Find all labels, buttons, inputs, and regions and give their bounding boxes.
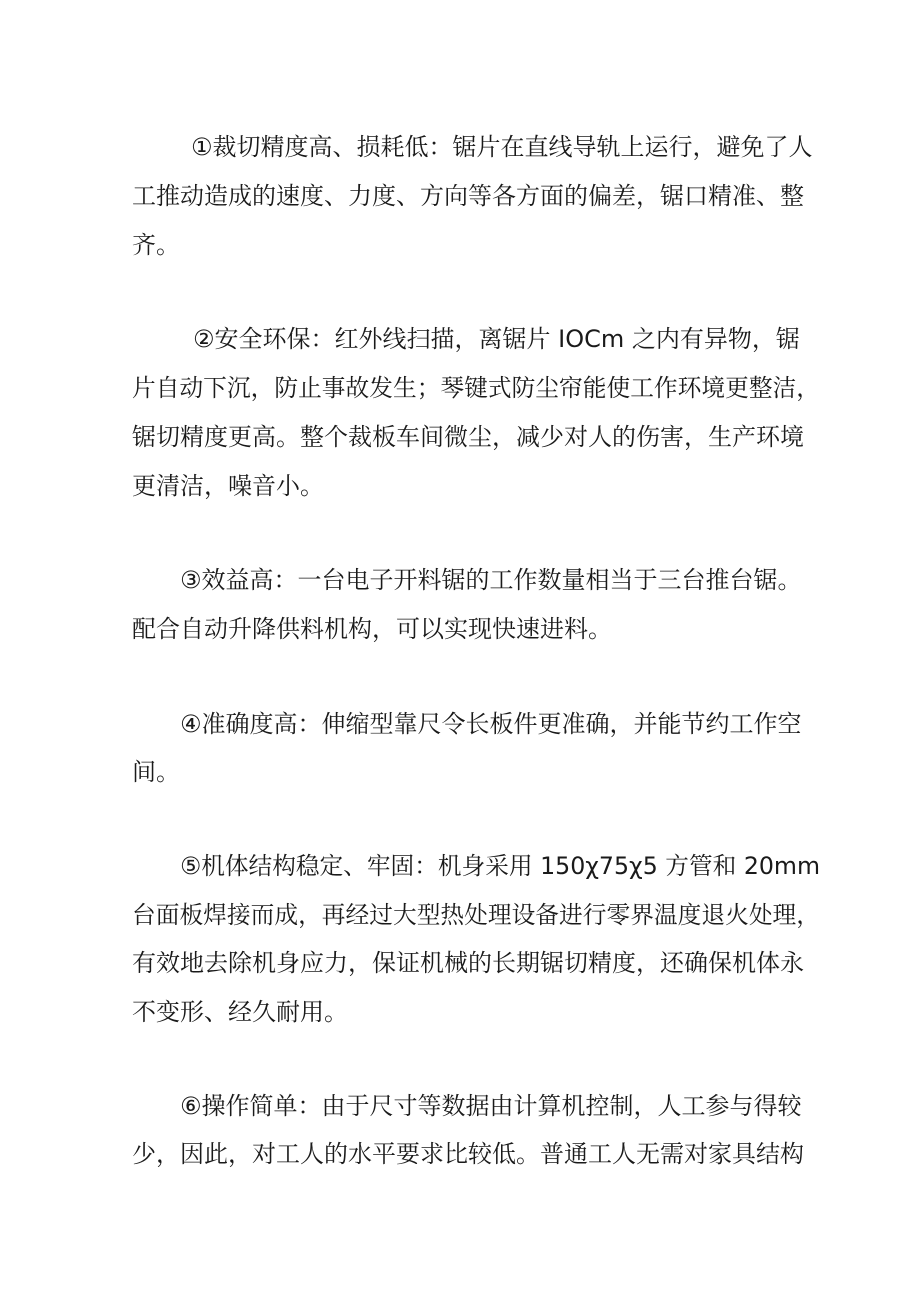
paragraph-line: ⑥操作简单：由于尺寸等数据由计算机控制，人工参与得较 — [180, 1092, 802, 1120]
paragraph-line: ⑤机体结构稳定、牢固：机身采用 150χ75χ5 方管和 20mm — [180, 852, 821, 880]
paragraph-line: 更清洁，噪音小。 — [132, 472, 324, 500]
paragraph-line: 工推动造成的速度、力度、方向等各方面的偏差，锯口精准、整 — [132, 182, 804, 210]
paragraph-line: 配合自动升降供料机构，可以实现快速进料。 — [132, 615, 612, 643]
paragraph-line: 少，因此，对工人的水平要求比较低。普通工人无需对家具结构 — [132, 1140, 804, 1168]
paragraph-line: ①裁切精度高、损耗低：锯片在直线导轨上运行，避免了人 — [191, 133, 813, 161]
paragraph-line: ②安全环保：红外线扫描，离锯片 IOCm 之内有异物，锯 — [193, 325, 800, 353]
paragraph-line: 有效地去除机身应力，保证机械的长期锯切精度，还确保机体永 — [132, 949, 804, 977]
paragraph-line: 台面板焊接而成，再经过大型热处理设备进行零界温度退火处理， — [132, 901, 820, 929]
paragraph-line: 片自动下沉，防止事故发生；琴键式防尘帘能使工作环境更整洁， — [132, 374, 820, 402]
paragraph-line: ③效益高：一台电子开料锯的工作数量相当于三台推台锯。 — [180, 566, 802, 594]
paragraph-line: ④准确度高：伸缩型靠尺令长板件更准确，并能节约工作空 — [180, 710, 802, 738]
paragraph-line: 间。 — [132, 758, 180, 786]
paragraph-line: 锯切精度更高。整个裁板车间微尘，减少对人的伤害，生产环境 — [132, 423, 804, 451]
paragraph-line: 齐。 — [132, 231, 180, 259]
paragraph-line: 不变形、经久耐用。 — [132, 998, 348, 1026]
